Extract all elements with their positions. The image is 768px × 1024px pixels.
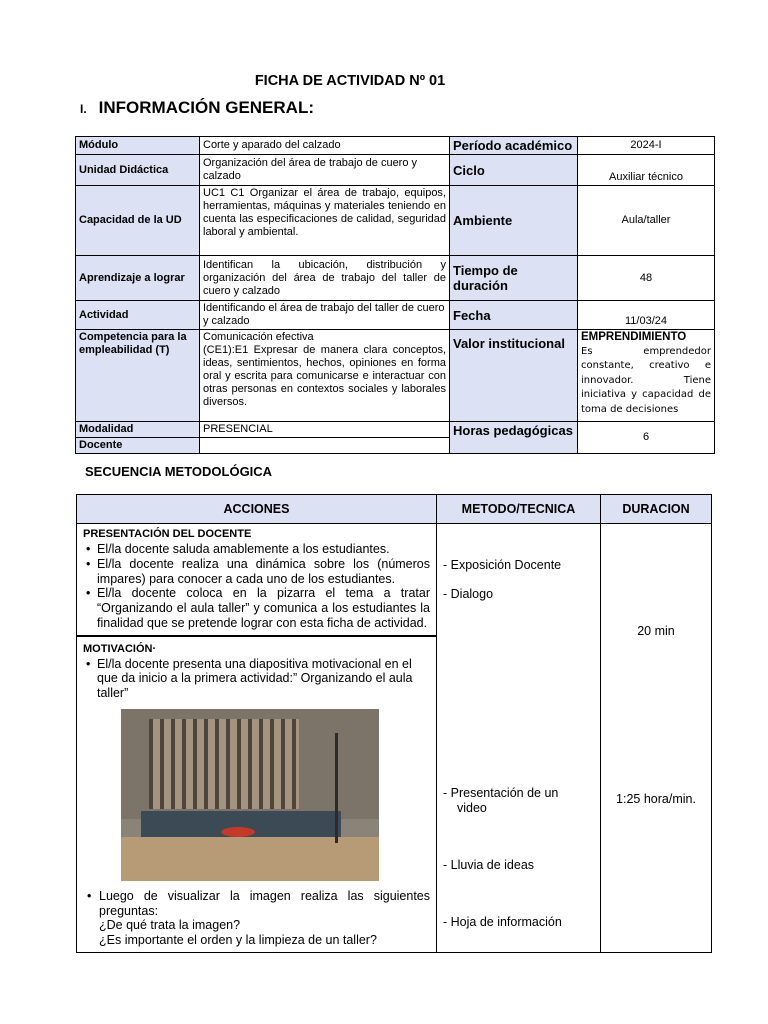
valor-cell — [578, 330, 715, 422]
page-title: FICHA DE ACTIVIDAD Nº 01 — [254, 73, 446, 89]
tiempo-label: Tiempo de duración — [450, 256, 578, 301]
ambiente-label: Ambiente — [450, 186, 578, 256]
capacidad-value: UC1 C1 Organizar el área de trabajo, equipos, herramientas, máquinas y materiales teniendo en cuenta las especificaciones de calidad, seguridad laboral y ambiental. — [200, 186, 450, 256]
fecha-label: Fecha — [450, 301, 578, 330]
presentacion-title: PRESENTACIÓN DEL DOCENTE — [83, 528, 252, 540]
docente-value — [200, 438, 450, 454]
metodo-item: - Lluvia de ideas — [443, 858, 535, 872]
secuencia-heading: SECUENCIA METODOLÓGICA — [85, 464, 273, 479]
ciclo-label: Ciclo — [450, 155, 578, 186]
modulo-label: Módulo — [76, 137, 200, 155]
unidad-label: Unidad Didáctica — [76, 155, 200, 186]
info-table — [75, 136, 715, 454]
metodo-item: - Presentación de un — [443, 786, 559, 800]
secuencia-table — [76, 494, 712, 953]
competencia-value: (CE1):E1 Expresar de manera clara conceptos, ideas, sentimientos, hechos, opiniones en forma oral y escrita para comunicarse e interactuar con otras personas en contextos sociales y laborales diversos. — [203, 344, 446, 409]
section-label: INFORMACIÓN GENERAL: — [98, 98, 314, 117]
modalidad-label: Modalidad — [76, 422, 200, 438]
periodo-value: 2024-I — [578, 137, 715, 155]
horas-value: 6 — [578, 422, 715, 454]
section-heading — [80, 98, 314, 118]
duracion-cell — [601, 524, 712, 953]
col-metodo: METODO/TECNICA — [437, 495, 601, 524]
aprendizaje-label: Aprendizaje a lograr — [76, 256, 200, 301]
pregunta-1: ¿De qué trata la imagen? — [99, 918, 241, 933]
metodo-cell — [437, 524, 601, 953]
metodo-item: - Exposición Docente — [443, 558, 562, 572]
valor-title: EMPRENDIMIENTO — [581, 331, 687, 344]
periodo-label: Período académico — [450, 137, 578, 155]
docente-label: Docente — [76, 438, 200, 454]
list-item: • El/la docente coloca en la pizarra el tema a tratar “Organizando el aula taller” y comunica a los estudiantes la finalidad que se pretende lograr con esta ficha de actividad. — [97, 586, 430, 630]
photo-lamp-icon — [335, 733, 368, 843]
competencia-title: Comunicación efectiva — [203, 331, 314, 344]
aprendizaje-value: Identifican la ubicación, distribución y organización del área de trabajo del taller de cuero y calzado — [200, 256, 450, 301]
preguntas-intro: • Luego de visualizar la imagen realiza las siguientes preguntas: — [83, 889, 430, 919]
workshop-photo — [121, 709, 379, 881]
ciclo-value: Auxiliar técnico — [578, 155, 715, 186]
photo-stool-icon — [221, 827, 255, 837]
valor-label: Valor institucional — [450, 330, 578, 422]
pregunta-2: ¿Es importante el orden y la limpieza de un taller? — [99, 933, 377, 947]
list-item: • El/la docente realiza una dinámica sobre los (números impares) para conocer a cada uno de los estudiantes. — [97, 557, 430, 587]
competencia-cell — [200, 330, 450, 422]
horas-label: Horas pedagógicas — [450, 422, 578, 454]
unidad-value: Organización del área de trabajo de cuero y calzado — [200, 155, 450, 186]
ambiente-value: Aula/taller — [578, 186, 715, 256]
section-number: I. — [80, 102, 87, 116]
duracion-item: 1:25 hora/min. — [616, 792, 696, 806]
photo-bench — [121, 837, 379, 881]
metodo-item: - Dialogo — [443, 587, 494, 601]
motivacion-list — [83, 657, 430, 701]
metodo-item: - Hoja de información — [443, 915, 562, 929]
preguntas-block — [77, 885, 436, 952]
col-duracion: DURACION — [601, 495, 712, 524]
photo-tools-icon — [149, 719, 299, 809]
modulo-value: Corte y aparado del calzado — [200, 137, 450, 155]
metodo-item: video — [457, 801, 487, 815]
motivacion-title: MOTIVACIÓN· — [83, 642, 157, 655]
actividad-label: Actividad — [76, 301, 200, 330]
col-acciones: ACCIONES — [77, 495, 437, 524]
fecha-value: 11/03/24 — [578, 301, 715, 330]
tiempo-value: 48 — [578, 256, 715, 301]
acciones-cell — [77, 524, 437, 953]
competencia-label: Competencia para la empleabilidad (T) — [76, 330, 200, 422]
motivacion-block — [77, 637, 436, 885]
capacidad-label: Capacidad de la UD — [76, 186, 200, 256]
list-item: • El/la docente saluda amablemente a los estudiantes. — [97, 542, 430, 557]
valor-value: Es emprendedor constante, creativo e innovador. Tiene iniciativa y capacidad de toma de decisiones — [581, 345, 711, 415]
duracion-item: 20 min — [637, 624, 675, 638]
list-item: • El/la docente presenta una diapositiva motivacional en el que da inicio a la primera actividad:” Organizando el aula taller” — [97, 657, 430, 701]
modalidad-value: PRESENCIAL — [200, 422, 450, 438]
presentacion-list — [83, 542, 430, 631]
presentacion-block — [77, 524, 436, 635]
actividad-value: Identificando el área de trabajo del taller de cuero y calzado — [200, 301, 450, 330]
